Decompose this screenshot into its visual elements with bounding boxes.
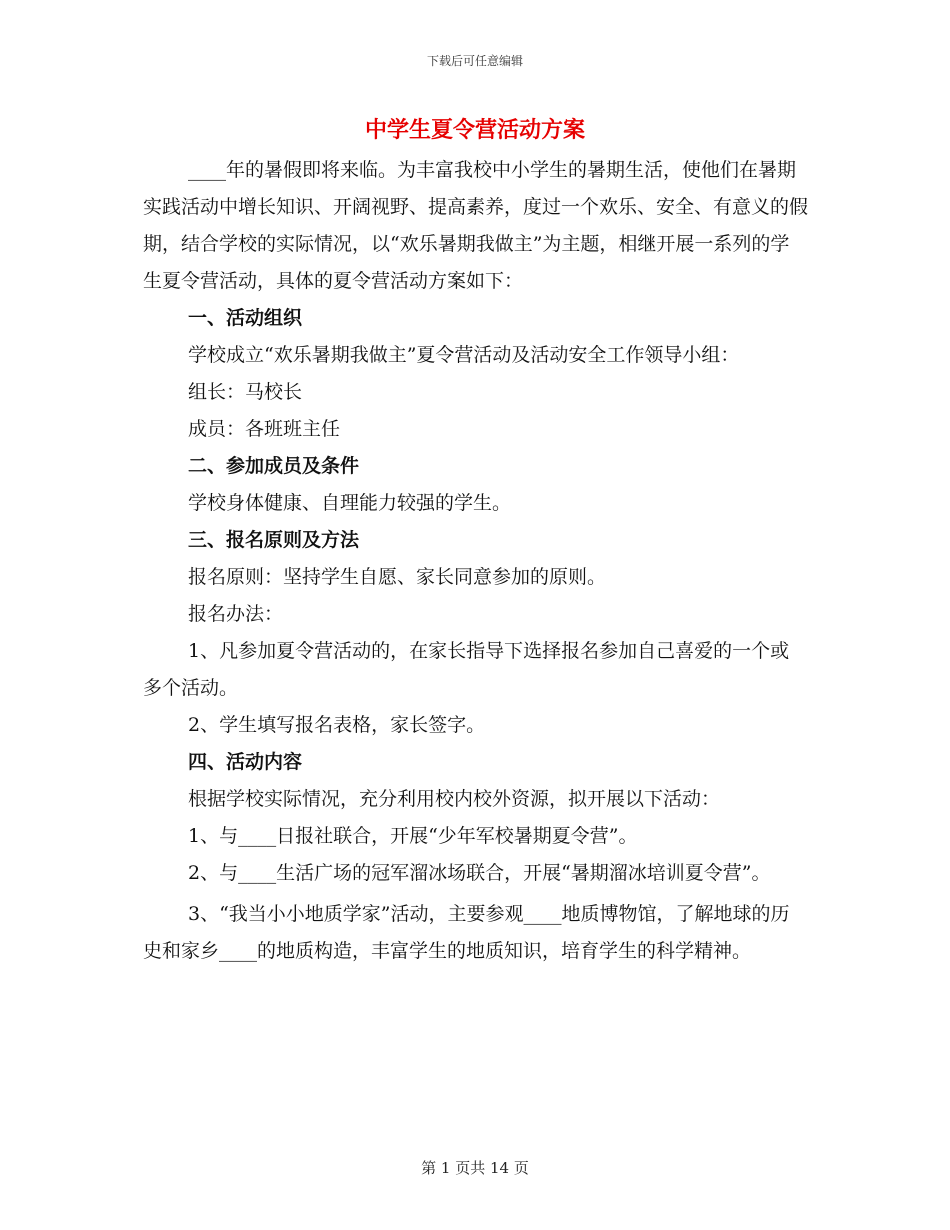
paragraph-8: 2、学生填写报名表格，家长签字。 — [188, 714, 486, 736]
document-body — [143, 152, 808, 970]
page-header: 下载后可任意编辑 — [426, 54, 523, 68]
page-footer: 第 1 页共 14 页 — [421, 1159, 529, 1177]
paragraph-10: 1、与____日报社联合，开展“少年军校暑期夏令营”。 — [188, 825, 638, 847]
paragraph-1: 学校成立“欢乐暑期我做主”夏令营活动及活动安全工作领导小组： — [188, 344, 740, 366]
paragraph-11: 2、与____生活广场的冠军溜冰场联合，开展“暑期溜冰培训夏令营”。 — [188, 862, 771, 884]
document-title: 中学生夏令营活动方案 — [364, 117, 585, 143]
paragraph-3: 成员：各班班主任 — [188, 418, 341, 440]
section-heading-3: 三、报名原则及方法 — [188, 529, 360, 551]
paragraph-4: 学校身体健康、自理能力较强的学生。 — [188, 492, 512, 514]
paragraph-6: 报名办法： — [188, 603, 284, 625]
section-heading-1: 一、活动组织 — [188, 307, 303, 329]
section-heading-2: 二、参加成员及条件 — [188, 455, 360, 477]
paragraph-5: 报名原则：坚持学生自愿、家长同意参加的原则。 — [188, 566, 607, 588]
paragraph-12: 3、“我当小小地质学家”活动，主要参观____地质博物馆，了解地球的历史和家乡____的地质构造，丰富学生的地质知识，培育学生的科学精神。 — [143, 903, 790, 962]
paragraph-2: 组长：马校长 — [188, 381, 303, 403]
section-heading-4: 四、活动内容 — [188, 751, 303, 773]
intro-paragraph: ____年的暑假即将来临。为丰富我校中小学生的暑期生活，使他们在暑期实践活动中增长知识、开阔视野、提高素养，度过一个欢乐、安全、有意义的假期，结合学校的实际情况，以“欢乐暑期我做主”为主题，相继开展一系列的学生夏令营活动，具体的夏令营活动方案如下： — [143, 159, 809, 292]
paragraph-7: 1、凡参加夏令营活动的，在家长指导下选择报名参加自己喜爱的一个或多个活动。 — [143, 640, 790, 699]
paragraph-9: 根据学校实际情况，充分利用校内校外资源，拟开展以下活动： — [188, 788, 721, 810]
